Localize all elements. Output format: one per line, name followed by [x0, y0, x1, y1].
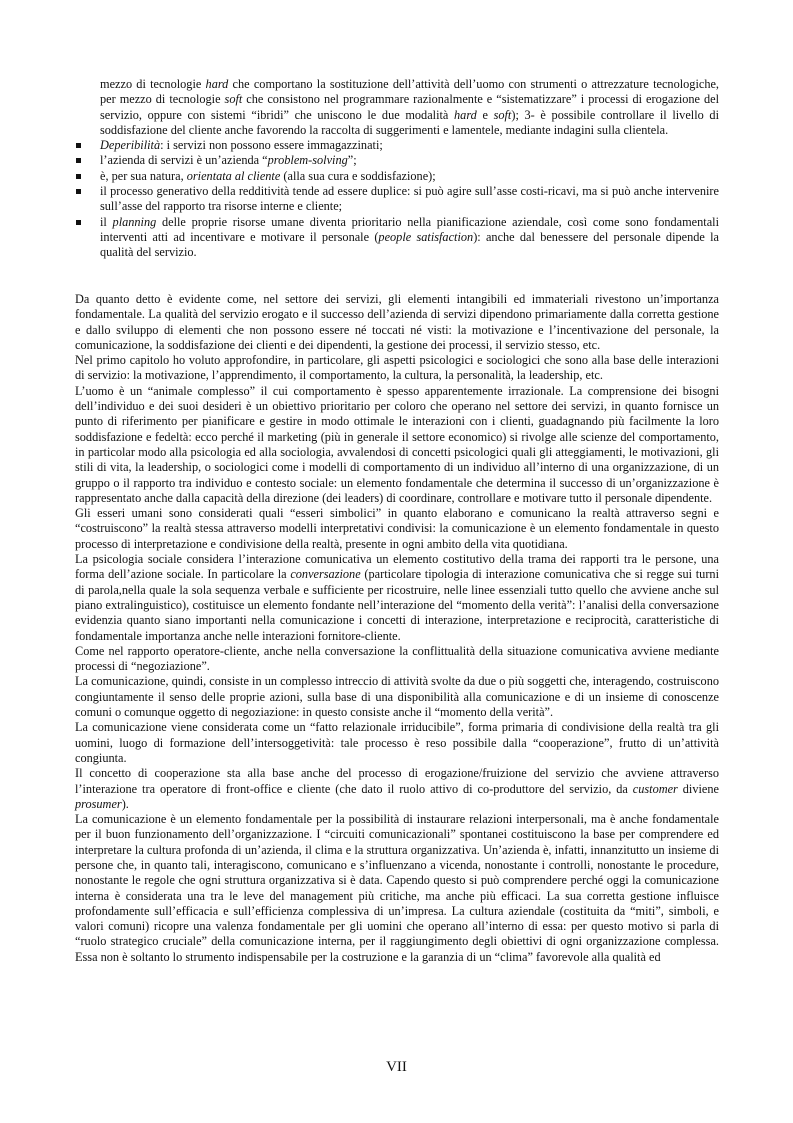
- paragraph: Nel primo capitolo ho voluto approfondire, in particolare, gli aspetti psicologici e sociologici che sono alla base delle interazioni di servizio: la motivazione, l’apprendimento, il comportamento, la cultura, la personalità, la leadership, etc.: [75, 353, 719, 383]
- text-run: ): anche dal benessere del personale dipende la qualità del servizio.: [100, 229, 720, 260]
- italic-term: hard: [454, 107, 477, 122]
- italic-term: Deperibilità: [100, 138, 161, 153]
- text-run: che comportano la sostituzione dell’attività dell’uomo con strumenti o attrezzature tecnologiche, per mezzo di tecnologie: [100, 77, 719, 107]
- italic-term: problem-solving: [267, 153, 348, 168]
- text-run: e: [476, 107, 494, 122]
- list-item: [75, 153, 719, 168]
- list-item: [75, 169, 719, 184]
- square-bullet-icon: [76, 189, 81, 194]
- paragraph: Come nel rapporto operatore-cliente, anche nella conversazione la conflittualità della situazione comunicativa avviene mediante processi di “negoziazione”.: [75, 643, 719, 674]
- paragraph: La comunicazione, quindi, consiste in un complesso intreccio di attività svolte da due o più soggetti che, interagendo, costruiscono congiuntamente il senso delle proprie azioni, sulla base di una disponibilità alla comunicazione e di un insieme di conoscenze comuni o comunque oggetto di negoziazione: in questo consiste anche il “momento della verità”.: [75, 674, 719, 720]
- list-item: [75, 184, 719, 215]
- italic-term: people satisfaction: [378, 229, 474, 244]
- italic-term: prosumer: [75, 796, 122, 811]
- text-run: Il concetto di cooperazione sta alla base anche del processo di erogazione/fruizione del servizio che avviene attraverso l’interazione tra operatore di front-office e cliente (che dato il ruolo attivo di co-produttore del servizio, da: [75, 766, 719, 796]
- page-number: VII: [386, 1059, 407, 1075]
- text-run: (particolare tipologia di interazione comunicativa che si regge sui turni di parola,nella quale la sola sequenza verbale e sufficiente per ricostruire, nelle linee essenziali tutto quello che avviene anche sul piano extralinguistico), costituisce un elemento fondante nell’interazione del “momento della verità”: l’analisi della conversazione evidenzia quanto siano importanti nella comunicazione i concetti di interazione, interpretazione e reciprocità, caratteristiche di fondamentale importanza anche nelle interazioni fornitore-cliente.: [75, 567, 719, 643]
- paragraph: L’uomo è un “animale complesso” il cui comportamento è spesso apparentemente irrazionale. La comprensione dei bisogni dell’individuo e dei suoi desideri è un obiettivo prioritario per coloro che operano nel settore dei servizi, in quanto fornisce un punto di riferimento per pianificare e gestire in modo ottimale le interazioni con i clienti, guadagnando più facilmente la loro soddisfazione e fedeltà: ecco perché il marketing (più in generale il settore economico) si rivolge alle scienze del comportamento, in particolar modo alla psicologia ed alla sociologia, avvalendosi di concetti psicologici quali gli atteggiamenti, le motivazioni, gli stili di vita, la leadership, o sociologici come i modelli di comportamento di un individuo all’interno di una organizzazione, di un gruppo o il rapporto tra individuo e contesto sociale: un elemento fondamentale che determina il successo di un’organizzazione è rappresentato anche dalla capacità della direzione (dei leaders) di coordinare, controllare e motivare tutto il personale dipendente.: [75, 383, 719, 505]
- text-run: ).: [121, 796, 129, 811]
- paragraph: La comunicazione è un elemento fondamentale per la possibilità di instaurare relazioni interpersonali, ma è anche fondamentale per il buon funzionamento dell’organizzazione. I “circuiti comunicazionali” spontanei costituiscono la base per comprendere ed interpretare la cultura profonda di un’azienda, il clima e la struttura organizzativa. Un’azienda è, infatti, innanzitutto un insieme di persone che, in quanto tali, interagiscono, comunicano e s’influenzano a vicenda, nonostante i controlli, nonostante le procedure, nonostante le regole che ogni struttura organizzativa si è data. Capendo questo si può comprendere perché oggi la comunicazione interna è considerata una tra le leve del management più critiche, ma anche più efficaci. La sua corretta gestione influisce profondamente sull’efficacia e sull’efficienza complessiva di un’impresa. La cultura aziendale (costituita da “miti”, simboli, e valori comuni) ricopre una valenza fondamentale per gli uomini che operano all’interno di essa: per questo motivo si parla di “ruolo strategico cruciale” della comunicazione interna, per il raggiungimento degli obiettivi di ogni organizzazione complessa. Essa non è soltanto lo strumento indispensabile per la costruzione e la garanzia di un “clima” favorevole alla qualità ed: [75, 812, 719, 964]
- list-item: [75, 215, 719, 261]
- italic-term: soft: [224, 92, 243, 107]
- list-item: [75, 138, 719, 153]
- paragraph: Da quanto detto è evidente come, nel settore dei servizi, gli elementi intangibili ed immateriali rivestono un’importanza fondamentale. La qualità del servizio erogato e il successo dell’azienda di servizi dipendono primariamente dalla corretta gestione e dallo sviluppo di elementi che non possono essere né toccati né visti: la motivazione e l’incentivazione del personale, la comunicazione, la soddisfazione dei clienti e dei dipendenti, la gestione dei processi, il servizio stesso, etc.: [75, 292, 719, 352]
- text-run: La psicologia sociale considera l’interazione comunicativa un elemento costitutivo della trama dei rapporti tra le persone, una forma dell’azione sociale. In particolare la: [75, 552, 719, 582]
- text-run: è, per sua natura,: [100, 168, 187, 183]
- text-run: il processo generativo della redditività tende ad essere duplice: si può agire sull’asse costi-ricavi, ma si può anche intervenire sull’asse del rapporto tra risorse interne e cliente;: [100, 184, 719, 214]
- bullet-list-section: [75, 77, 719, 261]
- text-run: ”;: [347, 153, 357, 168]
- italic-term: planning: [112, 214, 157, 229]
- paragraph: La comunicazione viene considerata come un “fatto relazionale irriducibile”, forma primaria di condivisione della realtà tra gli uomini, luogo di formazione dell’intersoggetività: tale processo è reso possibile dalla “cooperazione”, frutto di un’attività congiunta.: [75, 720, 719, 765]
- square-bullet-icon: [76, 174, 81, 179]
- bullet-list: [75, 138, 719, 260]
- square-bullet-icon: [76, 158, 81, 163]
- italic-term: customer: [632, 781, 678, 796]
- square-bullet-icon: [76, 220, 81, 225]
- paragraph: [75, 552, 719, 644]
- italic-term: conversazione: [290, 567, 361, 582]
- italic-term: soft: [493, 107, 512, 122]
- text-run: il: [100, 214, 113, 229]
- text-run: diviene: [677, 781, 719, 796]
- text-run: che consistono nel programmare razionalmente e “sistematizzare” i processi di erogazione del servizio, oppure con sistemi “ibridi” che uniscono le due modalità: [100, 92, 719, 122]
- text-run: ); 3- è possibile controllare il livello di soddisfazione del cliente anche favorendo la raccolta di suggerimenti e lamentele, mediante indagini sulla clientela.: [100, 107, 719, 137]
- paragraph: Gli esseri umani sono considerati quali “esseri simbolici” in quanto elaborano e comunicano la realtà attraverso segni e “costruiscono” la realtà stessa attraverso modelli interpretativi condivisi: la comunicazione è un elemento fondamentale in questo processo di interpretazione e condivisione della realtà, presente in ogni ambito della vita quotidiana.: [75, 506, 719, 551]
- square-bullet-icon: [76, 143, 81, 148]
- text-run: mezzo di tecnologie: [100, 77, 206, 91]
- italic-term: hard: [205, 77, 229, 91]
- text-run: delle proprie risorse umane diventa prioritario nella pianificazione aziendale, così come sono fondamentali interventi atti ad incentivare e motivare il personale (: [100, 214, 719, 244]
- text-run: (alla sua cura e soddisfazione);: [280, 168, 436, 183]
- italic-term: orientata al cliente: [186, 168, 281, 183]
- text-run: : i servizi non possono essere immagazzinati;: [160, 138, 383, 153]
- list-continuation-text: [100, 77, 719, 138]
- body-text: [75, 292, 719, 965]
- paragraph: [75, 766, 719, 812]
- text-run: l’azienda di servizi è un’azienda “: [100, 153, 268, 168]
